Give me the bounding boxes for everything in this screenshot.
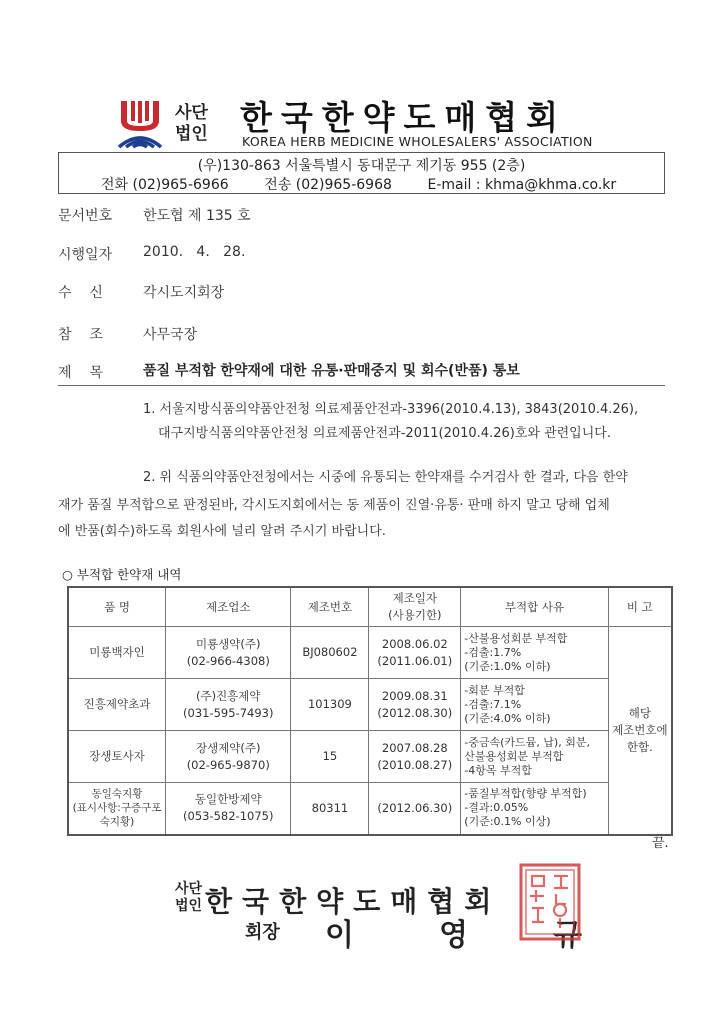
table-row (68, 627, 672, 679)
table-row (68, 679, 672, 731)
cell-lot: BJ080602 (291, 627, 369, 679)
cell-reason: -품질부적합(향량 부적합) -결과:0.05% (기준:0.1% 이상) (461, 783, 608, 835)
table-row (68, 731, 672, 783)
address-line: (우)130-863 서울특별시 동대문구 제기동 955 (2층) (197, 158, 526, 174)
paragraph-2-line-2: 재가 품질 부적합으로 판정된바, 각시도지회에서는 동 제품이 진열·유통· 판매 하지 말고 당해 업체 (58, 498, 610, 513)
cell-lot: 80311 (291, 783, 369, 835)
contact-line: 전화 (02)965-6966 전송 (02)965-6968 E-mail : khma@khma.co.kr (101, 177, 617, 193)
column-header-remark: 비 고 (608, 587, 672, 627)
cell-reason: -산불용성회분 부적합 -검출:1.7% (기준:1.0% 이하) (461, 627, 608, 679)
cell-date: 2008.06.02 (2011.06.01) (369, 627, 461, 679)
date-label: 시행일자 (58, 247, 113, 263)
cell-reason: -중금속(카드뮴, 납), 회분, 산불용성회분 부적합 -4항목 부적합 (461, 731, 608, 783)
footer-corp-type-line2: 법인 (175, 898, 203, 914)
recipient-label: 수 신 (58, 285, 103, 301)
address-box (58, 152, 665, 194)
corp-type-line1: 사단 (175, 103, 208, 123)
cell-name: 장생토사자 (68, 731, 166, 783)
cell-maker: 동일한방제약 (053-582-1075) (166, 783, 291, 835)
nonconforming-herb-table (67, 586, 673, 836)
column-header-reason: 부적합 사유 (461, 587, 608, 627)
cell-maker: 장생제약(주) (02-965-9870) (166, 731, 291, 783)
cell-name: 동일숙지황 (표시사항:구증구포 숙지황) (68, 783, 166, 835)
table-row (68, 783, 672, 835)
subject-value: 품질 부적합 한약재에 대한 유통·판매중지 및 회수(반품) 통보 (143, 363, 520, 379)
footer-corp-type-line1: 사단 (175, 881, 203, 897)
date-value: 2010. 4. 28. (143, 244, 246, 260)
column-header-lot: 제조번호 (291, 587, 369, 627)
cell-name: 진흥제약초과 (68, 679, 166, 731)
corp-type-line2: 법인 (175, 124, 208, 144)
org-title: 한국한약도매협회 (240, 98, 568, 137)
official-seal-icon (518, 862, 582, 942)
cell-remark: 해당 제조번호에 한함. (608, 627, 672, 835)
footer-corp-type (175, 881, 202, 915)
doc-no-value: 한도협 제 135 호 (143, 208, 251, 224)
column-header-name: 품 명 (68, 587, 166, 627)
president-name: 이영규 (325, 918, 667, 953)
recipient-value: 각시도지회장 (143, 285, 225, 301)
president-title: 회장 (245, 922, 280, 943)
cell-date: 2009.08.31 (2012.08.30) (369, 679, 461, 731)
paragraph-2-line-3: 에 반품(회수)하도록 회원사에 널리 알려 주시기 바랍니다. (58, 524, 386, 539)
cell-maker: (주)진흥제약 (031-595-7493) (166, 679, 291, 731)
corp-type-label (175, 103, 208, 145)
cell-reason: -회분 부적합 -검출:7.1% (기준:4.0% 이하) (461, 679, 608, 731)
cell-maker: 미룡생약(주) (02-966-4308) (166, 627, 291, 679)
cell-lot: 15 (291, 731, 369, 783)
cell-lot: 101309 (291, 679, 369, 731)
table-caption: ○ 부적합 한약재 내역 (62, 567, 182, 582)
cell-name: 미룡백자인 (68, 627, 166, 679)
reference-value: 사무국장 (143, 327, 198, 343)
doc-no-label: 문서번호 (58, 208, 113, 224)
reference-label: 참 조 (58, 327, 103, 343)
divider (58, 385, 665, 386)
end-mark: 끝. (652, 836, 669, 851)
column-header-date: 제조일자 (사용기한) (369, 587, 461, 627)
org-title-english: KOREA HERB MEDICINE WHOLESALERS' ASSOCIATION (242, 134, 593, 149)
paragraph-2-line-1: 2. 위 식품의약품안전청에서는 시중에 유통되는 한약재를 수거검사 한 결과, 다음 한약 (143, 470, 628, 485)
footer-org-name: 한국한약도매협회 (205, 885, 502, 918)
paragraph-1-line-1: 1. 서울지방식품의약품안전청 의료제품안전과-3396(2010.4.13), 3843(2010.4.26), (143, 402, 639, 417)
cell-date: (2012.06.30) (369, 783, 461, 835)
column-header-maker: 제조업소 (166, 587, 291, 627)
paragraph-1-line-2: 대구지방식품의약품안전청 의료제품안전과-2011(2010.4.26)호와 관련입니다. (158, 426, 611, 441)
table-header-row (68, 587, 672, 627)
association-logo-icon (117, 97, 163, 149)
subject-label: 제 목 (58, 365, 103, 381)
cell-date: 2007.08.28 (2010.08.27) (369, 731, 461, 783)
